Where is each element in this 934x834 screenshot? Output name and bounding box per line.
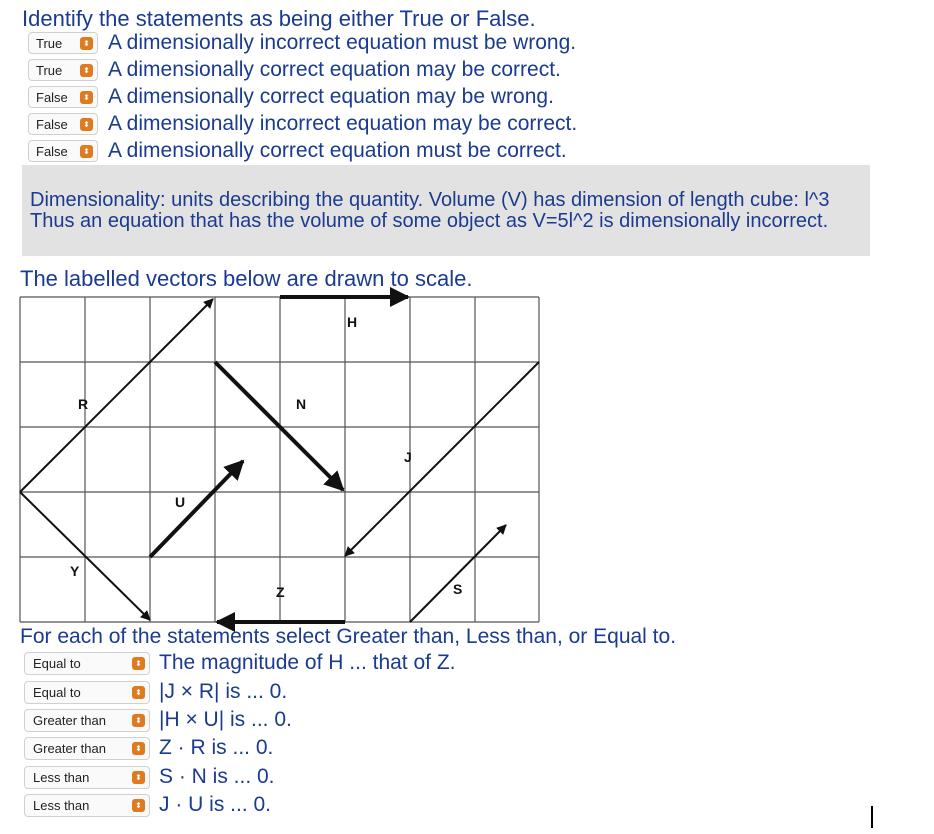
select-value: False	[36, 116, 68, 132]
statement-text: |H × U| is ... 0.	[159, 708, 292, 731]
comparison-row	[24, 680, 287, 704]
select-value: Equal to	[33, 684, 81, 700]
comparison-select[interactable]	[24, 681, 150, 704]
vector-r	[20, 299, 213, 492]
up-down-stepper-icon: ⬍	[132, 657, 145, 670]
select-value: Less than	[33, 797, 90, 813]
up-down-stepper-icon: ⬍	[132, 771, 145, 784]
question-title: Identify the statements as being either True or False.	[22, 6, 536, 31]
up-down-stepper-icon: ⬍	[132, 686, 145, 699]
dimensionality-note: Dimensionality: units describing the quantity. Volume (V) has dimension of length cube: l^3 Thus an equation that has the volume of some object as V=5l^2 is dimensionally incorrect.	[22, 165, 870, 256]
select-value: Less than	[33, 769, 90, 785]
statement-text: A dimensionally correct equation must be correct.	[108, 139, 567, 162]
comparison-select[interactable]	[24, 737, 150, 760]
vector-label-n: N	[296, 396, 307, 412]
statement-text: Z · R is ... 0.	[159, 736, 274, 759]
vector-label-s: S	[453, 581, 463, 597]
comparison-row	[24, 708, 292, 732]
vector-j	[345, 362, 539, 556]
comparison-instruction: For each of the statements select Greater than, Less than, or Equal to.	[20, 625, 677, 648]
vectors-caption: The labelled vectors below are drawn to scale.	[20, 266, 473, 291]
vector-label-r: R	[78, 396, 89, 412]
vector-label-y: Y	[70, 563, 80, 579]
up-down-stepper-icon: ⬍	[80, 118, 93, 131]
vector-label-h: H	[347, 314, 358, 330]
comparison-row	[24, 793, 271, 817]
statement-text: J · U is ... 0.	[159, 793, 272, 816]
comparison-select[interactable]	[24, 766, 150, 789]
statement-text: A dimensionally incorrect equation must be wrong.	[108, 31, 577, 54]
vector-u	[150, 461, 243, 557]
select-value: False	[36, 143, 68, 159]
comparison-row	[24, 765, 275, 789]
statement-text: |J × R| is ... 0.	[159, 680, 288, 703]
statement-text: A dimensionally correct equation may be correct.	[108, 58, 561, 81]
up-down-stepper-icon: ⬍	[80, 145, 93, 158]
vector-label-z: Z	[276, 584, 285, 600]
up-down-stepper-icon: ⬍	[132, 742, 145, 755]
up-down-stepper-icon: ⬍	[80, 91, 93, 104]
statement-text: S · N is ... 0.	[159, 765, 275, 788]
up-down-stepper-icon: ⬍	[132, 799, 145, 812]
vector-label-u: U	[175, 494, 186, 510]
vector-label-j: J	[404, 449, 412, 465]
select-value: Greater than	[33, 712, 106, 728]
comparison-select[interactable]	[24, 794, 150, 817]
comparison-select[interactable]	[24, 709, 150, 732]
select-value: Equal to	[33, 655, 81, 671]
comparison-row	[24, 651, 455, 675]
select-value: True	[36, 35, 63, 51]
comparison-select[interactable]	[24, 652, 150, 675]
vector-s	[410, 525, 506, 622]
comparison-row	[24, 736, 273, 760]
select-value: True	[36, 62, 63, 78]
text-cursor	[871, 806, 873, 828]
select-value: Greater than	[33, 740, 106, 756]
statement-text: A dimensionally correct equation may be wrong.	[108, 85, 554, 108]
up-down-stepper-icon: ⬍	[132, 714, 145, 727]
grid-lines	[20, 297, 539, 622]
up-down-stepper-icon: ⬍	[80, 64, 93, 77]
up-down-stepper-icon: ⬍	[80, 37, 93, 50]
statement-text: The magnitude of H ... that of Z.	[159, 651, 456, 674]
statement-text: A dimensionally incorrect equation may be correct.	[108, 112, 578, 135]
select-value: False	[36, 89, 68, 105]
